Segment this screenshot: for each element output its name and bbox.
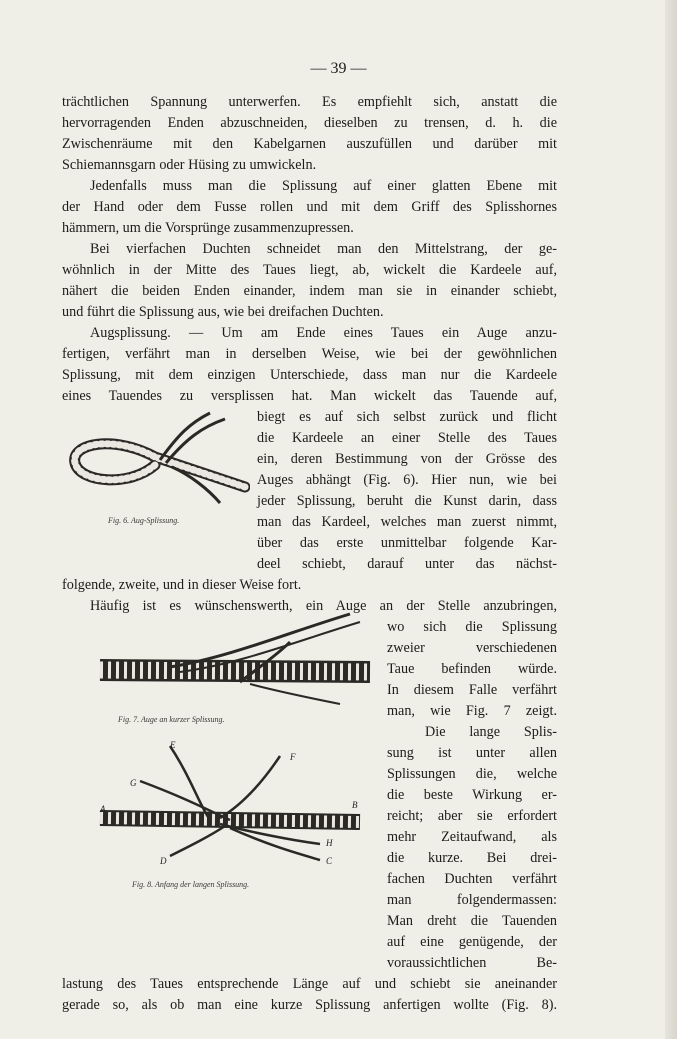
figure-7-eye-on-short-splice [90, 612, 380, 712]
page-edge [665, 0, 677, 1039]
text-line: Schiemannsgarn oder Hüsing zu umwickeln. [62, 157, 317, 173]
label-F: F [290, 752, 296, 762]
text-line: man, wie Fig. 7 zeigt. [387, 703, 557, 719]
text-line: Taue befinden würde. [387, 661, 557, 677]
text-line: voraussichtlichen Be- [387, 955, 557, 971]
text-line: lastung des Taues entsprechende Länge auf und schiebt sie aneinander [62, 976, 557, 992]
label-A: A [100, 804, 106, 814]
text-line: Die lange Splis- [425, 724, 557, 740]
text-line: gerade so, als ob man eine kurze Splissung anfertigen wollte (Fig. 8). [62, 997, 557, 1013]
text-line: sung ist unter allen [387, 745, 557, 761]
text-line: deel schiebt, darauf unter das nächst- [257, 556, 557, 572]
page-number: — 39 — [310, 60, 367, 77]
text-line: biegt es auf sich selbst zurück und flicht [257, 409, 557, 425]
text-line: In diesem Falle verfährt [387, 682, 557, 698]
text-line: Bei vierfachen Duchten schneidet man den Mittelstrang, der ge- [90, 241, 557, 257]
text-line: Augsplissung. — Um am Ende eines Taues ein Auge anzu- [90, 325, 557, 341]
text-line: der Hand oder dem Fusse rollen und mit dem Griff des Splisshornes [62, 199, 557, 215]
figure-6-eye-splice [60, 405, 250, 510]
label-C: C [326, 856, 333, 866]
text-line: und führt die Splissung aus, wie bei dreifachen Duchten. [62, 304, 384, 320]
label-E: E [170, 740, 176, 750]
text-line: die kurze. Bei drei- [387, 850, 557, 866]
text-line: mehr Zeitaufwand, als [387, 829, 557, 845]
text-line: trächtlichen Spannung unterwerfen. Es empfiehlt sich, anstatt die [62, 94, 557, 110]
label-H: H [326, 838, 333, 848]
text-line: man folgendermassen: [387, 892, 557, 908]
text-line: die beste Wirkung er- [387, 787, 557, 803]
text-line: wöhnlich in der Mitte des Taues liegt, ab, wickelt die Kardeele auf, [62, 262, 557, 278]
text-line: Splissung, mit dem einzigen Unterschiede, dass man nur die Kardeele [62, 367, 557, 383]
figure-8-long-splice [90, 736, 380, 866]
label-D: D [160, 856, 167, 866]
text-line: hervorragenden Enden abzuschneiden, dieselben zu trensen, d. h. die [62, 115, 557, 131]
figure-8-caption: Fig. 8. Anfang der langen Splissung. [132, 880, 250, 889]
text-line: fertigen, verfährt man in derselben Weise, wie bei der gewöhnlichen [62, 346, 557, 362]
text-line: Zwischenräume mit den Kabelgarnen auszufüllen und darüber mit [62, 136, 557, 152]
text-line: wo sich die Splissung [387, 619, 557, 635]
figure-6-caption: Fig. 6. Aug-Splissung. [108, 516, 180, 525]
text-line: auf eine genügende, der [387, 934, 557, 950]
text-line: ein, deren Bestimmung von der Grösse des [257, 451, 557, 467]
text-line: Auges abhängt (Fig. 6). Hier nun, wie bei [257, 472, 557, 488]
text-line: die Kardeele an einer Stelle des Taues [257, 430, 557, 446]
text-line: Splissungen die, welche [387, 766, 557, 782]
text-line: eines Tauendes zu versplissen hat. Man wickelt das Tauende auf, [62, 388, 557, 404]
label-G: G [130, 778, 137, 788]
text-line: über das erste unmittelbar folgende Kar- [257, 535, 557, 551]
text-line: fachen Duchten verfährt [387, 871, 557, 887]
text-line: folgende, zweite, und in dieser Weise fort. [62, 577, 302, 593]
text-line: zweier verschiedenen [387, 640, 557, 656]
text-line: hämmern, um die Vorsprünge zusammenzupressen. [62, 220, 354, 236]
text-line: man das Kardeel, welches man zuerst nimmt, [257, 514, 557, 530]
text-line: reicht; aber sie erfordert [387, 808, 557, 824]
text-line: jeder Splissung, beruht die Kunst darin, dass [257, 493, 557, 509]
figure-7-caption: Fig. 7. Auge an kurzer Splissung. [118, 715, 225, 724]
text-line: Man dreht die Tauenden [387, 913, 557, 929]
text-line: Jedenfalls muss man die Splissung auf einer glatten Ebene mit [90, 178, 557, 194]
label-B: B [352, 800, 358, 810]
text-line: Häufig ist es wünschenswerth, ein Auge an der Stelle anzubringen, [90, 598, 557, 614]
text-line: nähert die beiden Enden einander, indem man sie in einander schiebt, [62, 283, 557, 299]
